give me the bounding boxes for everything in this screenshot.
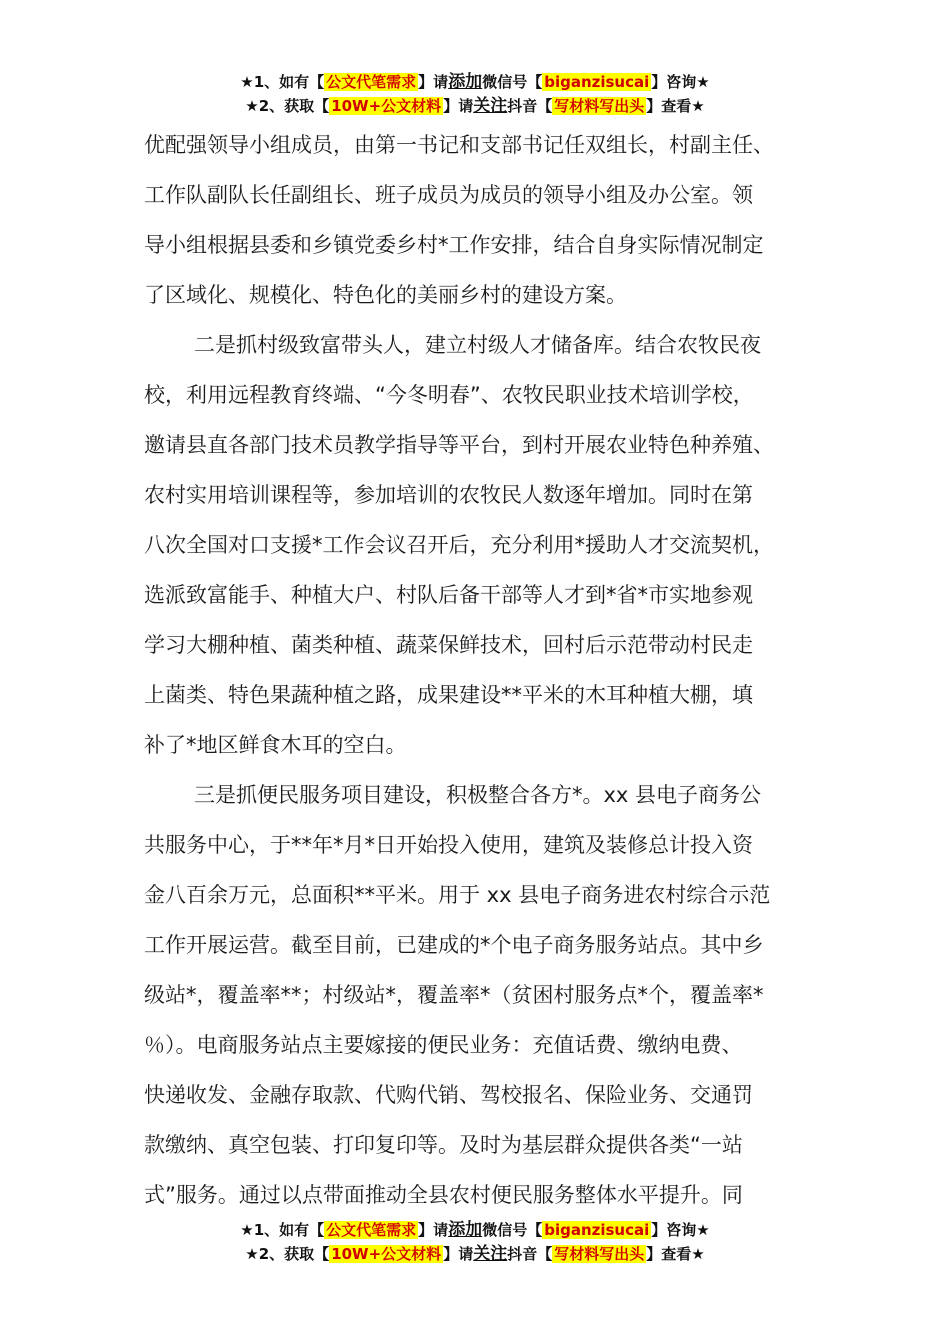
body-line: 八次全国对口支援*工作会议召开后，充分利用*援助人才交流契机，	[144, 533, 774, 557]
paragraph-start: 三是抓便民服务项目建设，积极整合各方*。xx 县电子商务公	[194, 783, 762, 807]
body-line: 金八百余万元，总面积**平米。用于 xx 县电子商务进农村综合示范	[144, 883, 771, 907]
star-icon: ★	[245, 1245, 259, 1263]
banner-line-1: ★1、如有【 公文代笔需求 】请添加微信号【 biganzisucai 】咨询★	[240, 72, 710, 92]
highlight-materials: 10W+公文材料	[331, 97, 442, 115]
body-line: ％）。电商服务站点主要嫁接的便民业务：充值话费、缴纳电费、	[144, 1033, 743, 1057]
douyin-account: 写材料写出头	[554, 1245, 645, 1263]
body-line: 共服务中心，于**年*月*日开始投入使用，建筑及装修总计投入资	[144, 833, 753, 857]
banner-line-2: ★2、获取【 10W+公文材料 】请关注抖音【 写材料写出头 】查看★	[245, 1244, 705, 1264]
paragraph-start: 二是抓村级致富带头人，建立村级人才储备库。结合农牧民夜	[194, 333, 761, 357]
body-line: 学习大棚种植、菌类种植、蔬菜保鲜技术，回村后示范带动村民走	[144, 633, 753, 657]
body-line: 工作开展运营。截至目前，已建成的*个电子商务服务站点。其中乡	[144, 933, 764, 957]
highlight-service: 公文代笔需求	[326, 1221, 417, 1239]
body-line: 补了*地区鲜食木耳的空白。	[144, 733, 407, 757]
body-line: 优配强领导小组成员，由第一书记和支部书记任双组长，村副主任、	[144, 133, 774, 157]
banner-line-2: ★2、获取【 10W+公文材料 】请关注抖音【 写材料写出头 】查看★	[245, 96, 705, 116]
body-line: 邀请县直各部门技术员教学指导等平台，到村开展农业特色种养殖、	[144, 433, 774, 457]
body-line: 上菌类、特色果蔬种植之路，成果建设**平米的木耳种植大棚，填	[144, 683, 753, 707]
body-line: 农村实用培训课程等，参加培训的农牧民人数逐年增加。同时在第	[144, 483, 753, 507]
document-body	[144, 120, 808, 1220]
star-icon: ★	[240, 73, 254, 91]
star-icon: ★	[245, 97, 259, 115]
highlight-materials: 10W+公文材料	[331, 1245, 442, 1263]
body-line: 选派致富能手、种植大户、村队后备干部等人才到*省*市实地参观	[144, 583, 753, 607]
body-line: 工作队副队长任副组长、班子成员为成员的领导小组及办公室。领	[144, 183, 753, 207]
highlight-service: 公文代笔需求	[326, 73, 417, 91]
wechat-id: biganzisucai	[544, 73, 650, 91]
body-line: 款缴纳、真空包装、打印复印等。及时为基层群众提供各类“一站	[144, 1133, 743, 1157]
footer-banner	[0, 1218, 950, 1266]
body-line: 了区域化、规模化、特色化的美丽乡村的建设方案。	[144, 283, 627, 307]
header-banner	[0, 70, 950, 118]
wechat-id: biganzisucai	[544, 1221, 650, 1239]
body-line: 式”服务。通过以点带面推动全县农村便民服务整体水平提升。同	[144, 1183, 743, 1207]
body-line: 导小组根据县委和乡镇党委乡村*工作安排，结合自身实际情况制定	[144, 233, 764, 257]
banner-line-1: ★1、如有【 公文代笔需求 】请添加微信号【 biganzisucai 】咨询★	[240, 1220, 710, 1240]
body-line: 校，利用远程教育终端、“今冬明春”、农牧民职业技术培训学校，	[144, 383, 754, 407]
douyin-account: 写材料写出头	[554, 97, 645, 115]
star-icon: ★	[240, 1221, 254, 1239]
body-line: 快递收发、金融存取款、代购代销、驾校报名、保险业务、交通罚	[144, 1083, 753, 1107]
body-line: 级站*，覆盖率**；村级站*，覆盖率*（贫困村服务点*个，覆盖率*	[144, 983, 764, 1007]
